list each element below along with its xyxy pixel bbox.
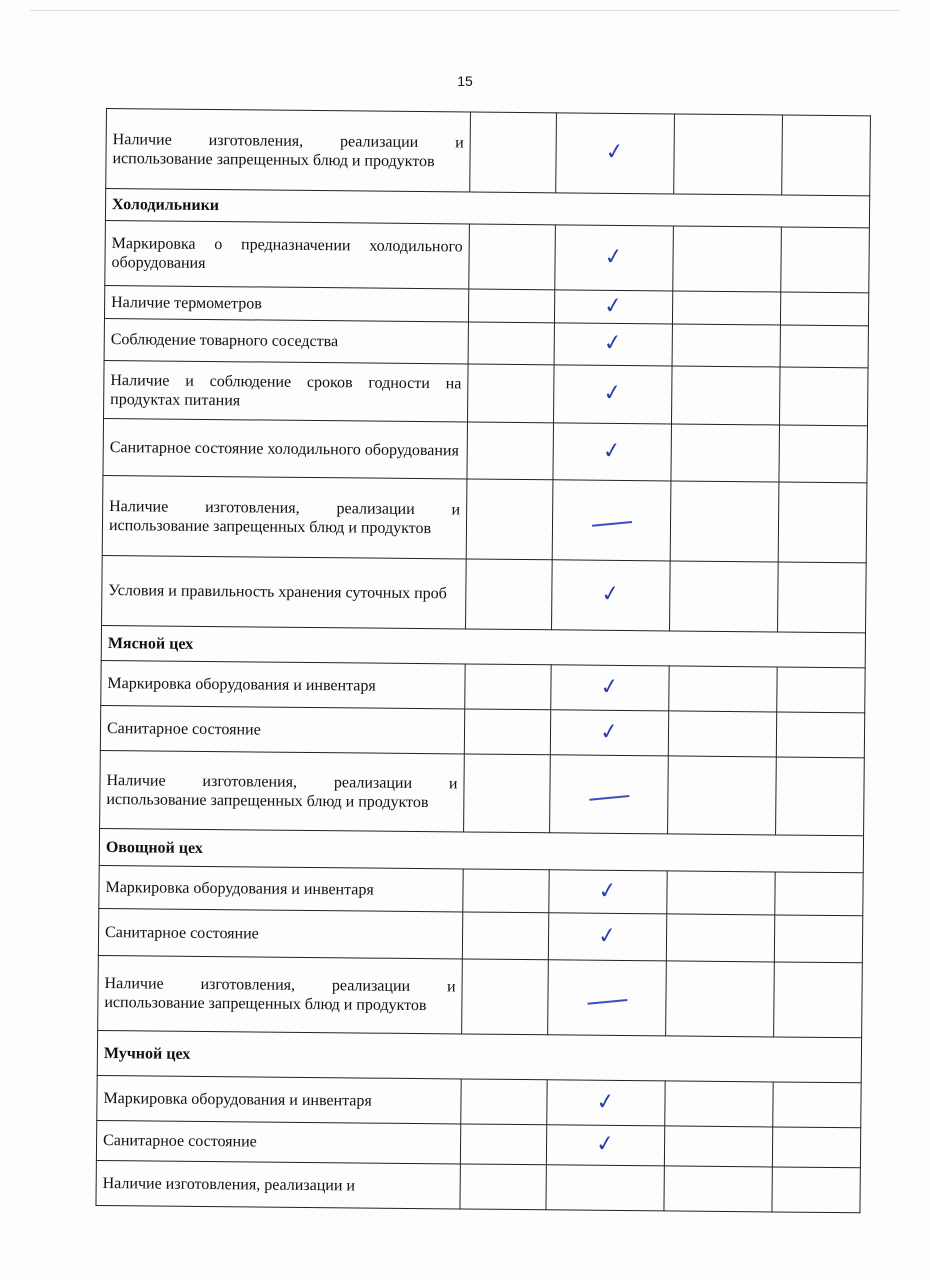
empty-cell bbox=[779, 367, 868, 426]
table-row bbox=[98, 908, 862, 962]
criterion-text: Санитарное состояние bbox=[96, 1120, 460, 1163]
handwritten-check-icon: ✓ bbox=[602, 329, 625, 357]
handwritten-check-icon: ✓ bbox=[599, 673, 621, 701]
handwritten-dash-icon bbox=[589, 795, 629, 801]
empty-cell bbox=[462, 912, 548, 960]
empty-cell bbox=[470, 112, 557, 193]
section-heading: Мучной цех bbox=[97, 1030, 861, 1082]
mark-cell bbox=[550, 710, 668, 756]
mark-cell bbox=[549, 870, 667, 914]
empty-cell bbox=[468, 289, 554, 323]
table-row bbox=[98, 955, 863, 1037]
empty-cell bbox=[778, 562, 867, 633]
handwritten-dash-icon bbox=[587, 998, 627, 1004]
handwritten-check-icon: ✓ bbox=[594, 1130, 617, 1158]
empty-cell bbox=[463, 869, 549, 913]
empty-cell bbox=[464, 754, 551, 833]
empty-cell bbox=[666, 961, 775, 1037]
empty-cell bbox=[669, 666, 777, 712]
handwritten-check-icon: ✓ bbox=[602, 379, 624, 407]
criterion-text: Маркировка оборудования и инвентаря bbox=[99, 865, 463, 911]
table-row bbox=[96, 1160, 860, 1212]
empty-cell bbox=[468, 364, 555, 423]
empty-cell bbox=[670, 561, 779, 632]
mark-cell bbox=[548, 960, 667, 1036]
empty-cell bbox=[671, 366, 780, 425]
handwritten-dash-icon bbox=[592, 521, 632, 527]
empty-cell bbox=[469, 224, 556, 290]
empty-cell bbox=[780, 292, 868, 326]
empty-cell bbox=[668, 711, 776, 757]
table-row bbox=[97, 1075, 861, 1127]
table-row bbox=[106, 109, 871, 196]
section-heading: Холодильники bbox=[105, 189, 869, 228]
empty-cell bbox=[468, 322, 554, 365]
empty-cell bbox=[672, 291, 780, 325]
criterion-text: Наличие изготовления, реализации и использование запрещенных блюд и продуктов bbox=[98, 955, 463, 1033]
mark-cell bbox=[556, 113, 675, 194]
mark-cell bbox=[554, 323, 672, 366]
handwritten-check-icon: ✓ bbox=[604, 138, 626, 166]
handwritten-check-icon: ✓ bbox=[598, 718, 621, 746]
empty-cell bbox=[465, 664, 551, 710]
empty-cell bbox=[772, 1127, 860, 1168]
mark-cell bbox=[554, 290, 672, 324]
handwritten-check-icon: ✓ bbox=[602, 292, 625, 320]
table-row bbox=[100, 705, 864, 757]
criterion-text: Наличие изготовления, реализации и использование запрещенных блюд и продуктов bbox=[100, 750, 465, 831]
mark-cell bbox=[551, 665, 669, 711]
table-row bbox=[103, 418, 868, 482]
scan-edge-line bbox=[30, 10, 900, 11]
criterion-text: Санитарное состояние bbox=[100, 705, 464, 753]
mark-cell bbox=[548, 913, 666, 961]
empty-cell bbox=[464, 709, 550, 755]
criterion-text: Маркировка о предназначении холодильного оборудования bbox=[105, 220, 470, 288]
table-row bbox=[99, 865, 863, 915]
table-row bbox=[104, 360, 869, 425]
empty-cell bbox=[776, 757, 865, 836]
section-heading: Мясной цех bbox=[101, 625, 865, 667]
empty-cell bbox=[665, 1081, 773, 1127]
table-row bbox=[105, 220, 870, 292]
table-row bbox=[100, 750, 865, 835]
empty-cell bbox=[674, 114, 783, 195]
empty-cell bbox=[467, 422, 554, 480]
criterion-text: Санитарное состояние bbox=[98, 908, 462, 958]
handwritten-check-icon: ✓ bbox=[600, 580, 622, 608]
empty-cell bbox=[462, 959, 549, 1035]
handwritten-check-icon: ✓ bbox=[597, 877, 619, 905]
empty-cell bbox=[460, 1164, 546, 1210]
empty-cell bbox=[466, 559, 553, 630]
section-heading: Овощной цех bbox=[99, 828, 863, 872]
empty-cell bbox=[782, 115, 871, 196]
criterion-text: Маркировка оборудования и инвентаря bbox=[101, 660, 465, 708]
table-row bbox=[101, 660, 865, 712]
mark-cell bbox=[553, 365, 672, 424]
handwritten-check-icon: ✓ bbox=[596, 922, 619, 950]
empty-cell bbox=[778, 482, 867, 563]
empty-cell bbox=[666, 914, 774, 962]
criterion-text: Наличие термометров bbox=[104, 285, 468, 321]
empty-cell bbox=[776, 712, 864, 758]
handwritten-check-icon: ✓ bbox=[603, 243, 625, 271]
empty-cell bbox=[775, 872, 863, 916]
mark-cell bbox=[546, 1165, 664, 1211]
criterion-text: Наличие изготовления, реализации и использование запрещенных блюд и продуктов bbox=[102, 475, 467, 558]
mark-cell bbox=[550, 755, 669, 834]
empty-cell bbox=[772, 1167, 860, 1213]
criterion-text: Наличие изготовления, реализации и bbox=[96, 1160, 460, 1208]
criterion-text: Соблюдение товарного соседства bbox=[104, 318, 468, 363]
empty-cell bbox=[668, 756, 777, 835]
mark-cell bbox=[552, 480, 671, 561]
criterion-text: Маркировка оборудования и инвентаря bbox=[97, 1075, 461, 1123]
mark-cell bbox=[555, 225, 674, 291]
empty-cell bbox=[466, 479, 553, 560]
empty-cell bbox=[671, 424, 780, 482]
empty-cell bbox=[781, 227, 870, 293]
table-row bbox=[102, 555, 867, 632]
criterion-text: Наличие и соблюдение сроков годности на продуктах питания bbox=[104, 360, 469, 421]
page-number: 15 bbox=[457, 73, 473, 89]
criterion-text: Наличие изготовления, реализации и использование запрещенных блюд и продуктов bbox=[106, 109, 471, 192]
empty-cell bbox=[460, 1124, 546, 1165]
empty-cell bbox=[777, 667, 865, 713]
empty-cell bbox=[461, 1079, 547, 1125]
empty-cell bbox=[670, 481, 779, 562]
criterion-text: Условия и правильность хранения суточных проб bbox=[102, 555, 467, 628]
mark-cell bbox=[546, 1125, 664, 1166]
handwritten-check-icon: ✓ bbox=[601, 437, 623, 465]
empty-cell bbox=[672, 324, 780, 367]
empty-cell bbox=[774, 962, 863, 1038]
empty-cell bbox=[773, 1082, 861, 1128]
handwritten-check-icon: ✓ bbox=[595, 1088, 617, 1116]
mark-cell bbox=[547, 1080, 665, 1126]
table-row bbox=[104, 318, 868, 367]
empty-cell bbox=[664, 1166, 772, 1212]
section-row bbox=[97, 1030, 861, 1082]
inspection-checklist-table bbox=[95, 108, 871, 1213]
mark-cell bbox=[553, 423, 672, 481]
empty-cell bbox=[779, 425, 868, 483]
empty-cell bbox=[667, 871, 775, 915]
mark-cell bbox=[552, 560, 671, 631]
empty-cell bbox=[780, 325, 868, 368]
criterion-text: Санитарное состояние холодильного оборудования bbox=[103, 418, 468, 478]
table-row bbox=[102, 475, 867, 562]
empty-cell bbox=[673, 226, 782, 292]
empty-cell bbox=[774, 915, 862, 963]
empty-cell bbox=[664, 1126, 772, 1167]
